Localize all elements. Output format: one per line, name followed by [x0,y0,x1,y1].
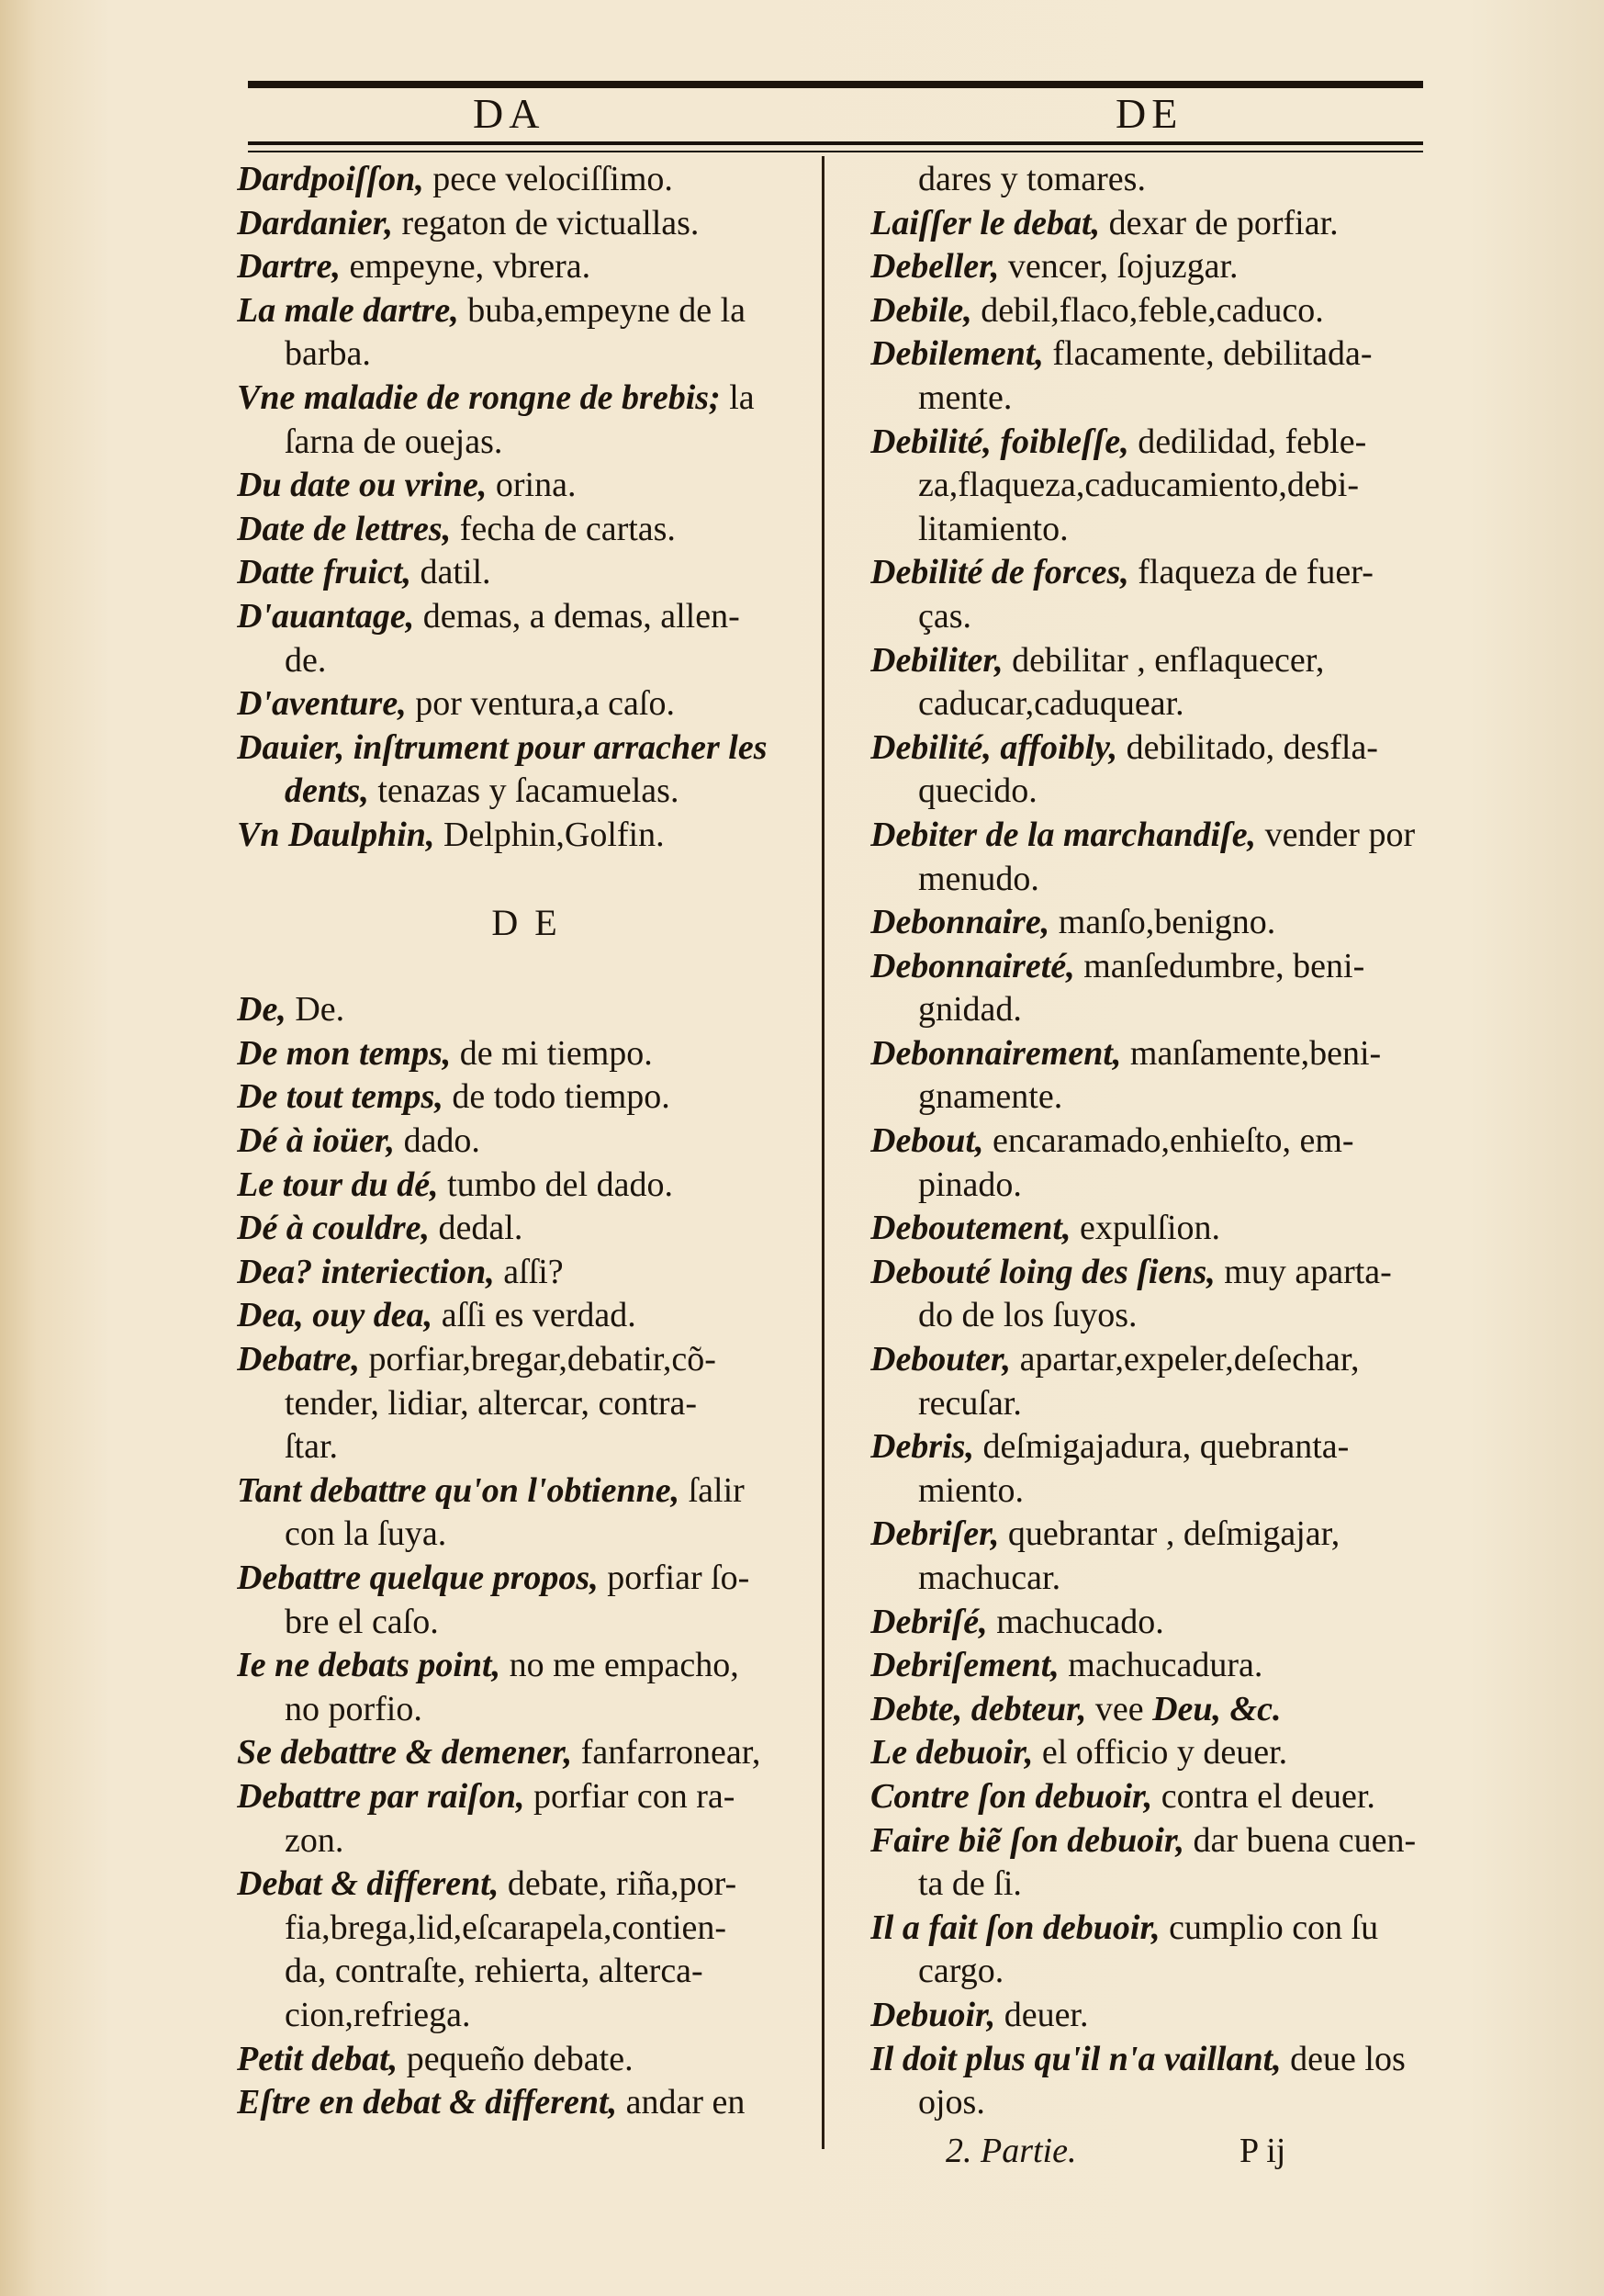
dictionary-line [237,1950,815,1994]
dictionary-line [237,1164,815,1208]
headword: Debonnaire, [870,903,1050,942]
headword: Vn Daulphin, [237,815,435,854]
translation: caducar,caduquear. [918,684,1184,724]
translation: demas, a demas, allen- [414,596,740,636]
translation: dedal. [430,1209,523,1248]
headword: Eſtre en debat & different, [237,2083,618,2122]
dictionary-line [237,508,815,552]
dictionary-line [870,1382,1447,1426]
headword: Debuoir, [870,1995,996,2034]
headword: De mon temps, [237,1033,452,1073]
dictionary-line [870,202,1447,246]
headword: Debriſé, [870,1602,988,1641]
dictionary-line [870,1557,1447,1601]
dictionary-line [870,289,1447,333]
headword: Debonnairement, [870,1033,1122,1073]
left-column [237,158,815,2125]
headword: Ie ne debats point, [237,1646,501,1685]
running-head-left: DA [473,90,545,137]
translation: debilitado, desfla- [1117,727,1378,767]
headword: Petit debat, [237,2039,398,2078]
dictionary-line [870,1120,1447,1164]
dictionary-line [870,1994,1447,2038]
dictionary-line [237,1644,815,1688]
dictionary-line [870,1338,1447,1382]
dictionary-line [870,245,1447,289]
translation: manſo,benigno. [1049,903,1276,942]
headword: Debte, debteur, [870,1689,1087,1728]
headword: Debilité, affoibly, [870,727,1118,767]
dictionary-line [870,421,1447,465]
headword: Debriſement, [870,1646,1060,1685]
translation: de mi tiempo. [451,1033,653,1073]
translation: muy aparta- [1215,1252,1392,1291]
translation: tenazas y ſacamuelas. [368,771,679,811]
headword: Il a fait ſon debuoir, [870,1908,1161,1947]
dictionary-line [237,421,815,465]
headword: Du date ou vrine, [237,466,488,505]
translation: debil,flaco,feble,caduco. [971,290,1324,330]
signature-mark: P ij [1239,2132,1286,2170]
headword: Datte fruict, [237,553,411,592]
headword: Il doit plus qu'il n'a vaillant, [870,2039,1282,2078]
dictionary-line [870,1075,1447,1120]
translation: andar en [617,2083,746,2122]
dictionary-line [870,1513,1447,1557]
translation: machucar. [918,1559,1061,1597]
translation: machucadura. [1059,1646,1263,1685]
translation: da, contraſte, rehierta, alterca- [285,1952,703,1991]
translation: dares y tomares. [918,160,1146,198]
headword: De tout temps, [237,1077,443,1117]
dictionary-line [237,1075,815,1120]
headword: Le debuoir, [870,1733,1034,1773]
translation: za,flaqueza,caducamiento,debi- [918,466,1359,505]
translation: miento. [918,1470,1025,1510]
dictionary-line [237,726,815,771]
headword: Dartre, [237,247,341,287]
headword: Debout, [870,1121,984,1161]
translation: cargo. [918,1952,1004,1991]
dictionary-line [237,2081,815,2125]
headword: Debatre, [237,1340,361,1379]
dictionary-line [237,2038,815,2082]
dictionary-line [237,1032,815,1076]
dictionary-line [870,1207,1447,1251]
blank-line [237,945,815,989]
header-rule-thin [248,151,1423,152]
dictionary-line [870,858,1447,902]
headword: Debilité, foibleſſe, [870,422,1129,461]
dictionary-line [870,1032,1447,1076]
translation: ças. [918,596,972,636]
translation: cumplio con ſu [1160,1908,1379,1947]
translation: regaton de victuallas. [392,203,700,242]
translation: fanfarronear, [572,1733,761,1773]
translation: gnamente. [918,1077,1063,1117]
dictionary-line [870,464,1447,508]
dictionary-line [237,1688,815,1732]
dictionary-line [237,595,815,639]
headword: Debattre par raiſon, [237,1776,525,1816]
dictionary-line [237,1863,815,1907]
headword: Dea? interiection, [237,1252,495,1291]
headword: Debriſer, [870,1514,1000,1554]
dictionary-line [870,1601,1447,1645]
dictionary-line [237,1425,815,1469]
headword: Debilité de forces, [870,553,1129,592]
column-divider [822,156,824,2149]
dictionary-line [870,551,1447,595]
dictionary-line [870,1863,1447,1907]
translation: de. [285,640,327,680]
translation: apartar,expeler,deſechar, [1011,1340,1360,1379]
translation: encaramado,enhieſto, em- [983,1121,1354,1161]
translation: debate, riña,por- [499,1864,737,1904]
translation: machucado. [987,1602,1164,1641]
translation: con la ſuya. [285,1514,447,1554]
top-rule [248,81,1423,88]
dictionary-line [237,245,815,289]
dictionary-line [870,595,1447,639]
dictionary-line [870,945,1447,989]
dictionary-line [237,682,815,726]
dictionary-line [870,1425,1447,1469]
dictionary-line [237,202,815,246]
part-label: 2. Partie. [946,2132,1077,2170]
dictionary-line [237,1120,815,1164]
right-column [870,158,1447,2125]
translation: flaqueza de fuer- [1128,553,1374,592]
dictionary-line [870,901,1447,945]
dictionary-line [870,332,1447,377]
translation: litamiento. [918,509,1069,548]
translation: Delphin,Golfin. [434,815,665,854]
translation: menudo. [918,859,1039,898]
dictionary-line [237,464,815,508]
headword: Le tour du dé, [237,1165,439,1204]
translation: por ventura,a caſo. [406,684,675,724]
headword: Se debattre & demener, [237,1733,573,1773]
headword: Debile, [870,290,972,330]
translation: vencer, ſojuzgar. [999,247,1239,287]
translation: cion,refriega. [285,1995,471,2034]
translation: bre el caſo. [285,1602,439,1641]
translation: vee [1086,1689,1153,1728]
dictionary-line [237,551,815,595]
translation: manſedumbre, beni- [1074,946,1365,985]
dictionary-line [870,1251,1447,1295]
translation: quebrantar , deſmigajar, [999,1514,1340,1554]
dictionary-line [237,1469,815,1514]
headword: Debat & different, [237,1864,499,1904]
dictionary-line [870,814,1447,858]
translation: datil. [410,553,491,592]
dictionary-line [237,770,815,814]
dictionary-line [870,508,1447,552]
headword: Dardanier, [237,203,393,242]
dictionary-line [237,289,815,333]
translation: barba. [285,334,371,374]
translation: aſſi es verdad. [432,1296,636,1335]
translation: recuſar. [918,1383,1022,1423]
headword: dents, [285,771,369,811]
headword: Debilement, [870,334,1044,374]
headword: Debeller, [870,247,1000,287]
dictionary-line [870,1644,1447,1688]
dictionary-line [237,1731,815,1775]
translation: tender, lidiar, altercar, contra- [285,1383,698,1423]
translation: ſarna de ouejas. [285,422,503,461]
section-heading: D E [491,902,561,944]
dictionary-line [237,1994,815,2038]
translation: aſſi? [494,1252,564,1291]
translation: dexar de porfiar. [1100,203,1339,242]
translation: deſmigajadura, quebranta- [973,1427,1350,1467]
header-rule [248,141,1423,145]
translation: quecido. [918,771,1038,811]
translation: gnidad. [918,990,1022,1030]
dictionary-line [870,1950,1447,1994]
dictionary-line [870,770,1447,814]
translation: ojos. [918,2083,985,2122]
translation: ſalir [679,1470,745,1510]
headword: Dé à ioüer, [237,1121,396,1161]
translation: de todo tiempo. [443,1077,670,1117]
dictionary-line [237,814,815,858]
headword: Date de lettres, [237,509,452,548]
dictionary-line [237,1382,815,1426]
headword: Faire biẽ ſon debuoir, [870,1820,1185,1860]
dictionary-line [237,1207,815,1251]
dictionary-line [237,1557,815,1601]
translation: ſtar. [285,1427,339,1467]
headword: Debouté loing des ſiens, [870,1252,1216,1291]
headword: Dé à couldre, [237,1209,431,1248]
dictionary-line [237,1294,815,1338]
dictionary-line [237,1819,815,1863]
translation: expulſion. [1071,1209,1221,1248]
dictionary-line [870,1688,1447,1732]
dictionary-line [870,1469,1447,1514]
translation: dado. [395,1121,480,1161]
translation: no me empacho, [500,1646,739,1685]
headword: Tant debattre qu'on l'obtienne, [237,1470,680,1510]
translation: la [720,377,755,417]
translation: tumbo del dado. [438,1165,673,1204]
translation: dar buena cuen- [1184,1820,1417,1860]
headword: D'aventure, [237,684,407,724]
translation: el officio y deuer. [1033,1733,1288,1773]
headword: D'auantage, [237,596,415,636]
translation: buba,empeyne de la [458,290,746,330]
translation: do de los ſuyos. [918,1296,1138,1335]
dictionary-line [870,1294,1447,1338]
dictionary-line [870,2038,1447,2082]
translation: porfiar con ra- [524,1776,735,1816]
cross-reference: Deu, &c. [1152,1689,1282,1728]
dictionary-line [237,332,815,377]
dictionary-line [870,682,1447,726]
blank-line [237,858,815,902]
dictionary-line [237,1907,815,1951]
headword: Debiliter, [870,640,1004,680]
dictionary-line [870,1731,1447,1775]
dictionary-line [870,639,1447,683]
translation: pequeño debate. [398,2039,634,2078]
headword: Debouter, [870,1340,1012,1379]
translation: dedilidad, feble- [1128,422,1367,461]
dictionary-line [237,639,815,683]
running-head-right: DE [1116,90,1183,137]
dictionary-line [870,1907,1447,1951]
translation: contra el deuer. [1152,1776,1375,1816]
translation: porfiar ſo- [598,1559,750,1597]
dictionary-line [870,1819,1447,1863]
dictionary-line [870,158,1447,202]
headword: Vne maladie de rongne de brebis; [237,377,721,417]
dictionary-line [870,1164,1447,1208]
headword: De, [237,990,286,1030]
dictionary-line [237,1513,815,1557]
dictionary-line [237,158,815,202]
translation: debilitar , enflaquecer, [1003,640,1325,680]
translation: ta de ſi. [918,1864,1022,1904]
translation: vender por [1256,815,1416,854]
translation: orina. [487,466,577,505]
translation: zon. [285,1820,344,1860]
translation: porfiar,bregar,debatir,cõ- [360,1340,716,1379]
translation: mente. [918,377,1013,417]
dictionary-line [870,726,1447,771]
translation: manſamente,beni- [1121,1033,1382,1073]
translation: flacamente, debilitada- [1043,334,1373,374]
dictionary-line [237,1775,815,1819]
headword: Dardpoiſſon, [237,160,424,198]
dictionary-line [237,1601,815,1645]
headword: Debattre quelque propos, [237,1559,599,1597]
headword: La male dartre, [237,290,459,330]
headword: Deboutement, [870,1209,1071,1248]
translation: empeyne, vbrera. [340,247,591,287]
headword: Contre ſon debuoir, [870,1776,1153,1816]
dictionary-line [870,1775,1447,1819]
translation: no porfio. [285,1689,422,1728]
translation: pece velociſſimo. [423,160,673,198]
headword: Debonnaireté, [870,946,1075,985]
dictionary-line [870,988,1447,1032]
dictionary-line [237,1338,815,1382]
dictionary-line [237,377,815,421]
translation: deue los [1281,2039,1406,2078]
headword: Laiſſer le debat, [870,203,1101,242]
dictionary-line [870,377,1447,421]
headword: Debiter de la marchandiſe, [870,815,1257,854]
dictionary-line [870,2081,1447,2125]
translation: deuer. [995,1995,1089,2034]
headword: Dauier, inſtrument pour arracher les [237,727,768,767]
translation: pinado. [918,1165,1022,1204]
dictionary-line [237,988,815,1032]
translation: fia,brega,lid,eſcarapela,contien- [285,1908,727,1947]
dictionary-line [237,1251,815,1295]
headword: Dea, ouy dea, [237,1296,433,1335]
translation: De. [286,990,345,1030]
headword: Debris, [870,1427,974,1467]
translation: fecha de cartas. [451,509,676,548]
